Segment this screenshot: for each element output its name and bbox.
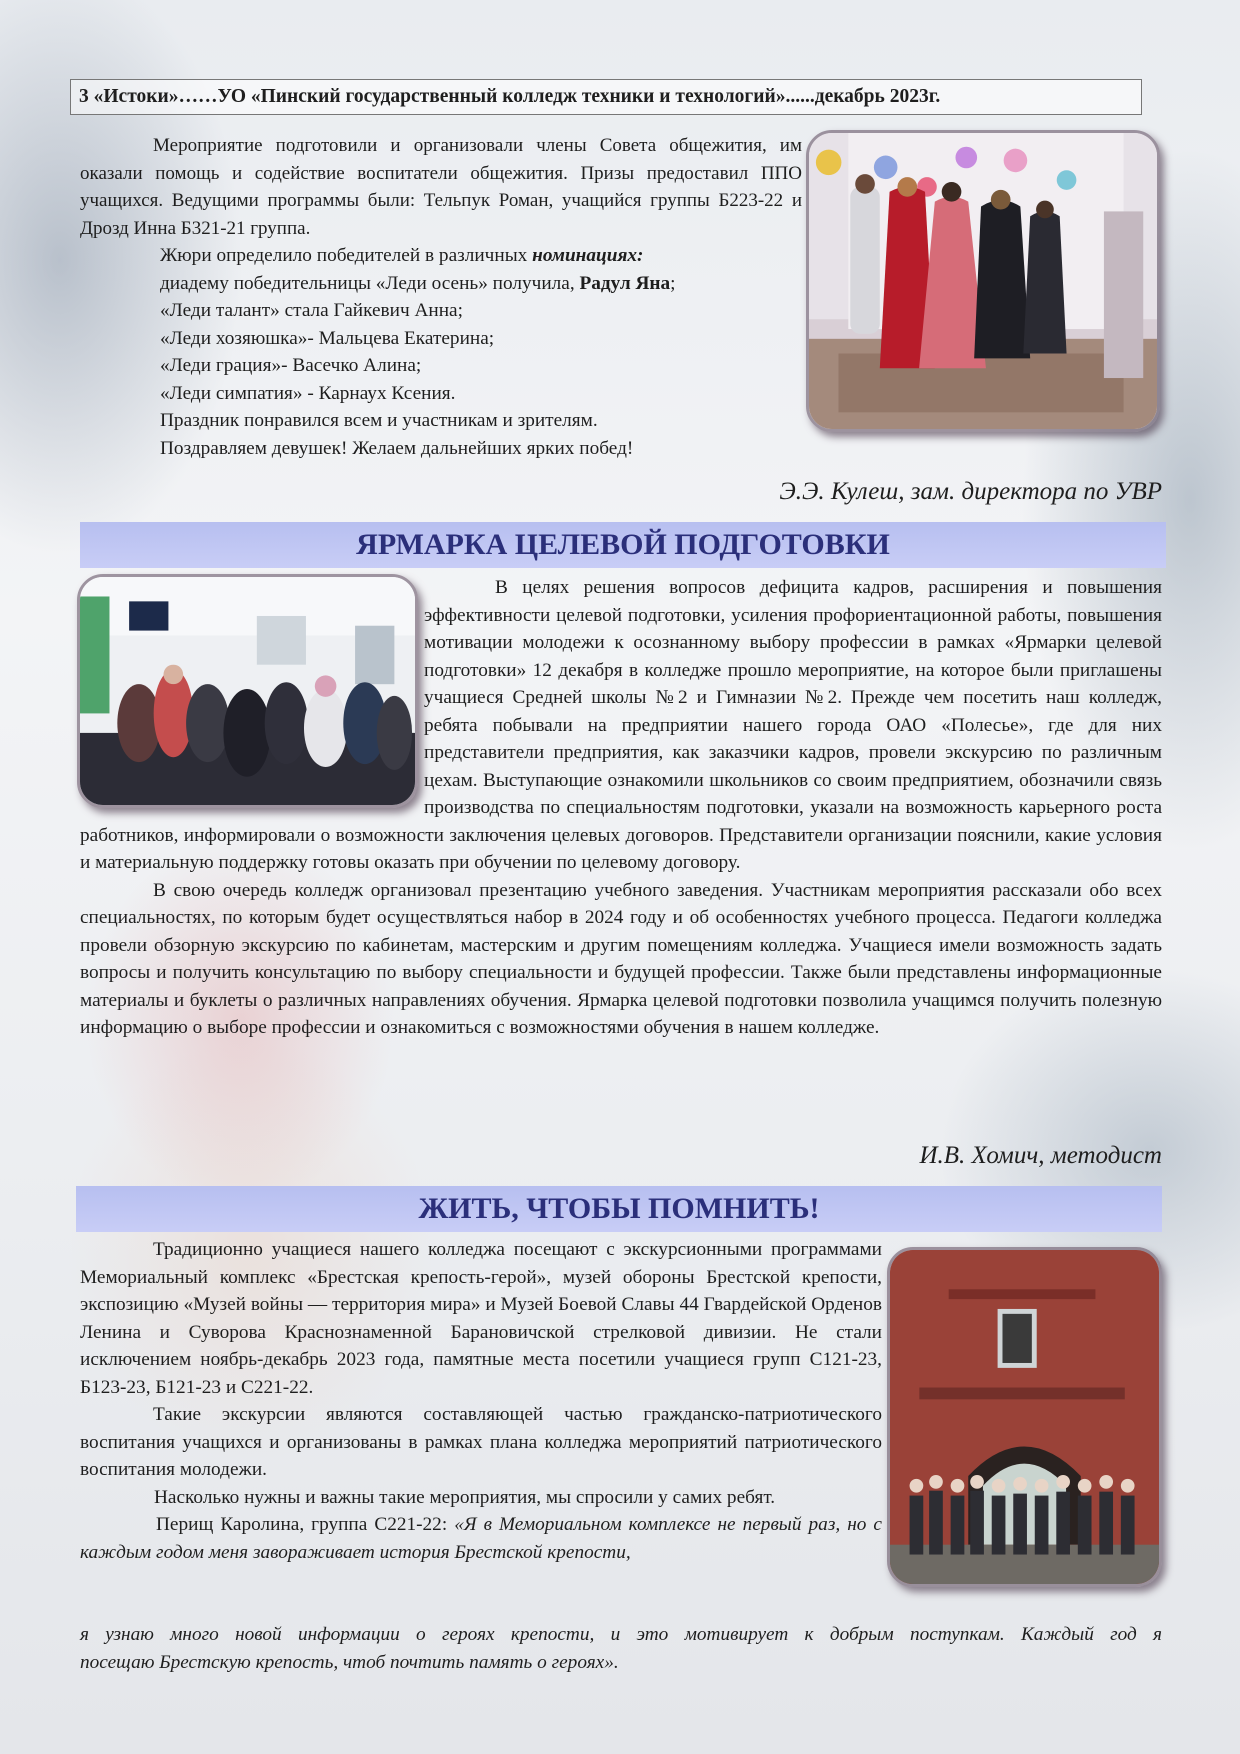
- article3-paragraph-1: Традиционно учащиеся нашего колледжа посещают с экскурсионными программами Мемориальный комплекс «Брестская крепость-герой», музей обороны Брестской крепости, экспозицию «Музей войны — территория мира» и Музей Боевой Славы 44 Гвардейской Орденов Ленина и Суворова Краснознаменной Барановичской стрелковой дивизии. Не стали исключением ноябрь-декабрь 2023 года, памятные места посетили учащиеся групп С121-23, Б123-23, Б121-23 и С221-22.: [80, 1239, 882, 1398]
- article3-quote-tail: [80, 1621, 1162, 1676]
- diadem-suffix: ;: [670, 272, 676, 294]
- article3-quote-line-1: [80, 1511, 882, 1566]
- jury-line: [160, 242, 802, 270]
- article1-paragraph: Мероприятие подготовили и организовали члены Совета общежития, им оказали помощь и содействие воспитатели общежития. Призы предоставил ППО учащихся. Ведущими программы были: Тельпук Роман, учащийся группы Б223-22 и Дрозд Инна Б321-21 группа.: [80, 135, 802, 239]
- article2-body: [80, 574, 1162, 1042]
- nomination-line: «Леди грация»- Васечко Алина;: [160, 355, 422, 376]
- section-title-fair: ЯРМАРКА ЦЕЛЕВОЙ ПОДГОТОВКИ: [80, 522, 1166, 568]
- article1-body: [80, 132, 802, 462]
- section-title-remember: ЖИТЬ, ЧТОБЫ ПОМНИТЬ!: [76, 1186, 1162, 1232]
- diadem-text: диадему победительницы «Леди осень» получила,: [160, 272, 580, 294]
- photo-spacer: [80, 574, 424, 812]
- nomination-line: «Леди талант» стала Гайкевич Анна;: [160, 300, 463, 321]
- article3-paragraph-3: Насколько нужны и важны такие мероприятия, мы спросили у самих ребят.: [154, 1486, 776, 1508]
- quote-line-3: посещаю Брестскую крепость, чтоб почтить память о героях».: [80, 1651, 619, 1673]
- closing-line: Праздник понравился всем и участникам и зрителям.: [160, 410, 598, 431]
- article3-paragraph-2: Такие экскурсии являются составляющей частью гражданско-патриотического воспитания учащихся и организованы в рамках плана колледжа мероприятий патриотического воспитания молодежи.: [80, 1404, 882, 1480]
- article1-signature: Э.Э. Кулеш, зам. директора по УВР: [779, 478, 1162, 505]
- nominations-block: [80, 242, 802, 462]
- article2-paragraph-1: В целях решения вопросов дефицита кадров, расширения и повышения эффективности целевой подготовки, усиления профориентационной работы, повышения мотивации молодежи к осознанному выбору профессии в рамках «Ярмарки целевой подготовки» 12 декабря в колледже прошло мероприятие, на которое были приглашены учащиеся Средней школы №2 и Гимназии №2. Прежде чем посетить наш колледж, ребята побывали на предприятии нашего города ОАО «Полесье», где для них представители предприятия, как заказчики кадров, провели экскурсию по различным цехам. Выступающие ознакомили школьников со своим предприятием, обозначили связь производства по специальностям подготовки, указали на возможность карьерного роста работников, информировали о возможности заключения целевых договоров. Представители организации пояснили, какие условия и материальную поддержку готовы оказать при обучении по целевому договору.: [80, 577, 1162, 873]
- jury-text: Жюри определило победителей в различных: [160, 245, 533, 266]
- nomination-line: «Леди хозяюшка»- Мальцева Екатерина;: [160, 327, 495, 349]
- nomination-line: «Леди симпатия» - Карнаух Ксения.: [160, 382, 456, 404]
- issue-header: 3 «Истоки»……УО «Пинский государственный колледж техники и технологий»......декабрь 2023г.: [70, 79, 1142, 115]
- diadem-line: [160, 270, 802, 298]
- quote-text: «Я в Мемориальном комплексе не первый раз, но с каждым годом меня завораживает история Брестской крепости,: [80, 1514, 882, 1563]
- winner-name: Радул Яна: [579, 272, 671, 294]
- quote-line-2: я узнаю много новой информации о героях крепости, и это мотивирует к добрым поступкам. Каждый год я: [80, 1624, 1162, 1645]
- photo-brest-fortress: [887, 1247, 1162, 1587]
- closing-line: Поздравляем девушек! Желаем дальнейших ярких побед!: [160, 437, 634, 459]
- article3-body: [80, 1236, 882, 1566]
- jury-bold: номинациях:: [532, 245, 644, 266]
- article2-signature: И.В. Хомич, методист: [919, 1142, 1162, 1169]
- quote-author: Перищ Каролина, группа С221-22:: [156, 1514, 455, 1535]
- photo-lady-autumn: [806, 130, 1160, 432]
- article2-paragraph-2: В свою очередь колледж организовал презентацию учебного заведения. Участникам мероприятия рассказали обо всех специальностях, по которым будет осуществляться набор в 2024 году и об особенностях учебного процесса. Педагоги колледжа провели обзорную экскурсию по кабинетам, мастерским и другим помещениям колледжа. Учащиеся имели возможность задать вопросы и получить консультацию по выбору специальности и будущей профессии. Также были представлены информационные материалы и буклеты о различных направлениях обучения. Ярмарка целевой подготовки позволила учащимся получить полезную информацию о выборе профессии и ознакомиться с возможностями обучения в нашем колледже.: [80, 879, 1162, 1038]
